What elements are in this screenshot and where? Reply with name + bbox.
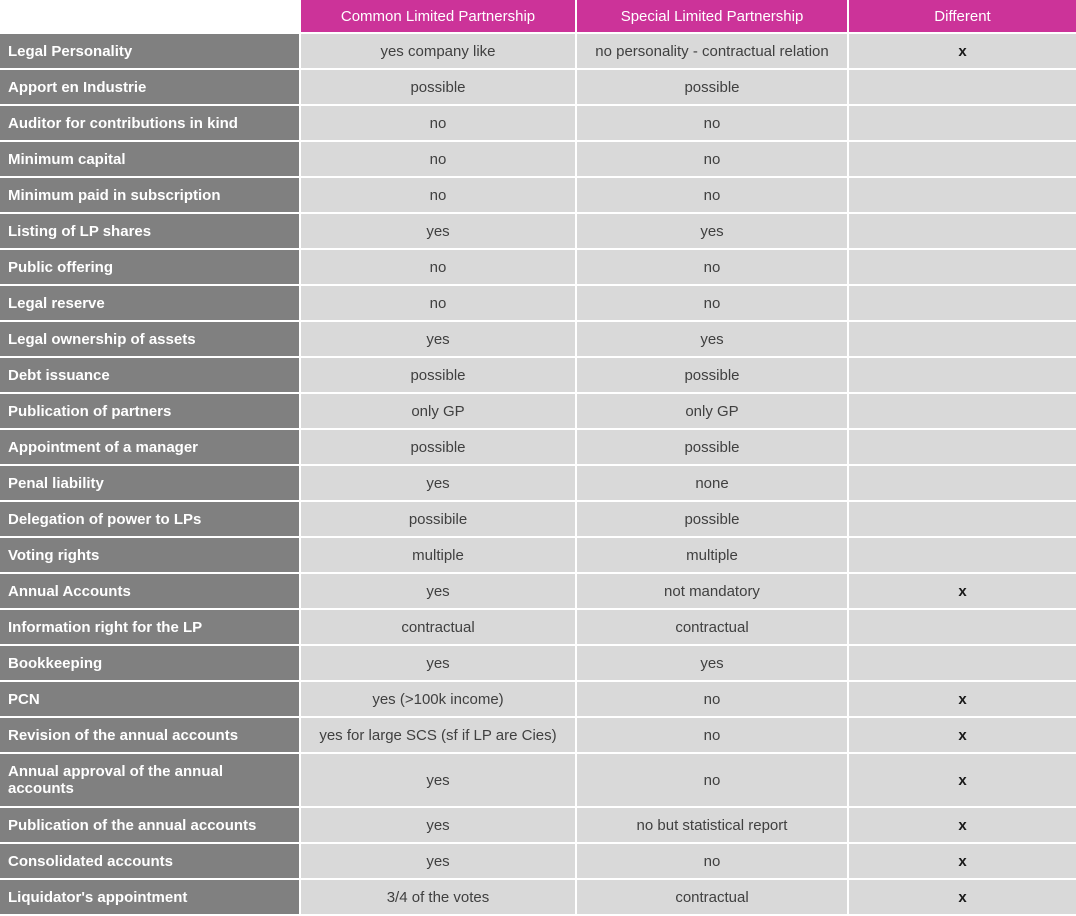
cell-common-limited-partnership: yes company like: [300, 33, 576, 69]
table-row: [0, 843, 1076, 879]
cell-special-limited-partnership: possible: [576, 501, 848, 537]
cell-common-limited-partnership: yes: [300, 843, 576, 879]
row-label: Legal Personality: [0, 33, 300, 69]
row-label: Annual Accounts: [0, 573, 300, 609]
cell-special-limited-partnership: no: [576, 681, 848, 717]
table-row: [0, 645, 1076, 681]
cell-common-limited-partnership: 3/4 of the votes: [300, 879, 576, 915]
cell-special-limited-partnership: no: [576, 717, 848, 753]
cell-special-limited-partnership: no personality - contractual relation: [576, 33, 848, 69]
header-different: Different: [848, 0, 1076, 33]
cell-different-marker: x: [848, 753, 1076, 807]
cell-common-limited-partnership: no: [300, 249, 576, 285]
row-label: Debt issuance: [0, 357, 300, 393]
table-row: [0, 501, 1076, 537]
cell-different-marker: x: [848, 879, 1076, 915]
row-label: Legal ownership of assets: [0, 321, 300, 357]
row-label: Voting rights: [0, 537, 300, 573]
cell-common-limited-partnership: no: [300, 141, 576, 177]
cell-special-limited-partnership: contractual: [576, 879, 848, 915]
cell-different-marker: [848, 321, 1076, 357]
cell-different-marker: [848, 105, 1076, 141]
header-label-blank: [0, 0, 300, 33]
table-row: [0, 753, 1076, 807]
table-row: [0, 717, 1076, 753]
cell-special-limited-partnership: yes: [576, 321, 848, 357]
cell-different-marker: [848, 213, 1076, 249]
cell-common-limited-partnership: no: [300, 285, 576, 321]
cell-special-limited-partnership: no: [576, 249, 848, 285]
row-label: Minimum paid in subscription: [0, 177, 300, 213]
cell-common-limited-partnership: only GP: [300, 393, 576, 429]
table-row: [0, 609, 1076, 645]
cell-common-limited-partnership: yes: [300, 645, 576, 681]
cell-common-limited-partnership: no: [300, 177, 576, 213]
header-common-limited-partnership: Common Limited Partnership: [300, 0, 576, 33]
row-label: Liquidator's appointment: [0, 879, 300, 915]
cell-special-limited-partnership: no but statistical report: [576, 807, 848, 843]
row-label: Listing of LP shares: [0, 213, 300, 249]
cell-different-marker: [848, 429, 1076, 465]
table-row: [0, 141, 1076, 177]
row-label: Delegation of power to LPs: [0, 501, 300, 537]
table-row: [0, 105, 1076, 141]
row-label: Bookkeeping: [0, 645, 300, 681]
cell-different-marker: [848, 465, 1076, 501]
table-row: [0, 807, 1076, 843]
cell-different-marker: [848, 69, 1076, 105]
cell-different-marker: [848, 501, 1076, 537]
row-label: PCN: [0, 681, 300, 717]
table-row: [0, 321, 1076, 357]
cell-different-marker: [848, 537, 1076, 573]
row-label: Information right for the LP: [0, 609, 300, 645]
cell-special-limited-partnership: no: [576, 141, 848, 177]
cell-common-limited-partnership: yes: [300, 807, 576, 843]
table-body: [0, 33, 1076, 915]
cell-special-limited-partnership: yes: [576, 213, 848, 249]
row-label: Legal reserve: [0, 285, 300, 321]
cell-different-marker: [848, 249, 1076, 285]
cell-special-limited-partnership: possible: [576, 69, 848, 105]
cell-special-limited-partnership: not mandatory: [576, 573, 848, 609]
cell-special-limited-partnership: contractual: [576, 609, 848, 645]
cell-different-marker: [848, 357, 1076, 393]
table-row: [0, 537, 1076, 573]
cell-common-limited-partnership: possible: [300, 357, 576, 393]
row-label: Revision of the annual accounts: [0, 717, 300, 753]
cell-different-marker: [848, 645, 1076, 681]
table-row: [0, 429, 1076, 465]
table-row: [0, 879, 1076, 915]
row-label: Auditor for contributions in kind: [0, 105, 300, 141]
row-label: Appointment of a manager: [0, 429, 300, 465]
cell-common-limited-partnership: yes: [300, 753, 576, 807]
cell-different-marker: [848, 393, 1076, 429]
cell-common-limited-partnership: possibile: [300, 501, 576, 537]
cell-different-marker: x: [848, 843, 1076, 879]
cell-different-marker: x: [848, 717, 1076, 753]
cell-special-limited-partnership: no: [576, 843, 848, 879]
row-label: Penal liability: [0, 465, 300, 501]
cell-different-marker: [848, 141, 1076, 177]
cell-common-limited-partnership: no: [300, 105, 576, 141]
table-row: [0, 249, 1076, 285]
table-row: [0, 285, 1076, 321]
cell-different-marker: x: [848, 573, 1076, 609]
cell-special-limited-partnership: no: [576, 105, 848, 141]
row-label: Publication of partners: [0, 393, 300, 429]
cell-common-limited-partnership: yes: [300, 321, 576, 357]
table-row: [0, 573, 1076, 609]
cell-different-marker: x: [848, 681, 1076, 717]
table-row: [0, 465, 1076, 501]
cell-common-limited-partnership: yes: [300, 573, 576, 609]
header-special-limited-partnership: Special Limited Partnership: [576, 0, 848, 33]
cell-special-limited-partnership: no: [576, 177, 848, 213]
cell-common-limited-partnership: yes: [300, 213, 576, 249]
table-row: [0, 681, 1076, 717]
table-row: [0, 213, 1076, 249]
cell-common-limited-partnership: yes: [300, 465, 576, 501]
cell-special-limited-partnership: possible: [576, 429, 848, 465]
cell-special-limited-partnership: only GP: [576, 393, 848, 429]
cell-special-limited-partnership: yes: [576, 645, 848, 681]
row-label: Minimum capital: [0, 141, 300, 177]
row-label: Publication of the annual accounts: [0, 807, 300, 843]
table-row: [0, 177, 1076, 213]
cell-different-marker: [848, 285, 1076, 321]
cell-different-marker: [848, 609, 1076, 645]
row-label: Annual approval of the annual accounts: [0, 753, 300, 807]
row-label: Consolidated accounts: [0, 843, 300, 879]
cell-special-limited-partnership: multiple: [576, 537, 848, 573]
table-header: [0, 0, 1076, 33]
cell-common-limited-partnership: possible: [300, 69, 576, 105]
cell-different-marker: x: [848, 33, 1076, 69]
cell-different-marker: x: [848, 807, 1076, 843]
table-row: [0, 393, 1076, 429]
row-label: Public offering: [0, 249, 300, 285]
table-row: [0, 69, 1076, 105]
cell-special-limited-partnership: no: [576, 753, 848, 807]
cell-special-limited-partnership: none: [576, 465, 848, 501]
cell-common-limited-partnership: multiple: [300, 537, 576, 573]
cell-common-limited-partnership: yes for large SCS (sf if LP are Cies): [300, 717, 576, 753]
cell-different-marker: [848, 177, 1076, 213]
header-row: [0, 0, 1076, 33]
cell-common-limited-partnership: contractual: [300, 609, 576, 645]
cell-special-limited-partnership: possible: [576, 357, 848, 393]
cell-common-limited-partnership: possible: [300, 429, 576, 465]
row-label: Apport en Industrie: [0, 69, 300, 105]
cell-special-limited-partnership: no: [576, 285, 848, 321]
table-row: [0, 357, 1076, 393]
cell-common-limited-partnership: yes (>100k income): [300, 681, 576, 717]
table-row: [0, 33, 1076, 69]
